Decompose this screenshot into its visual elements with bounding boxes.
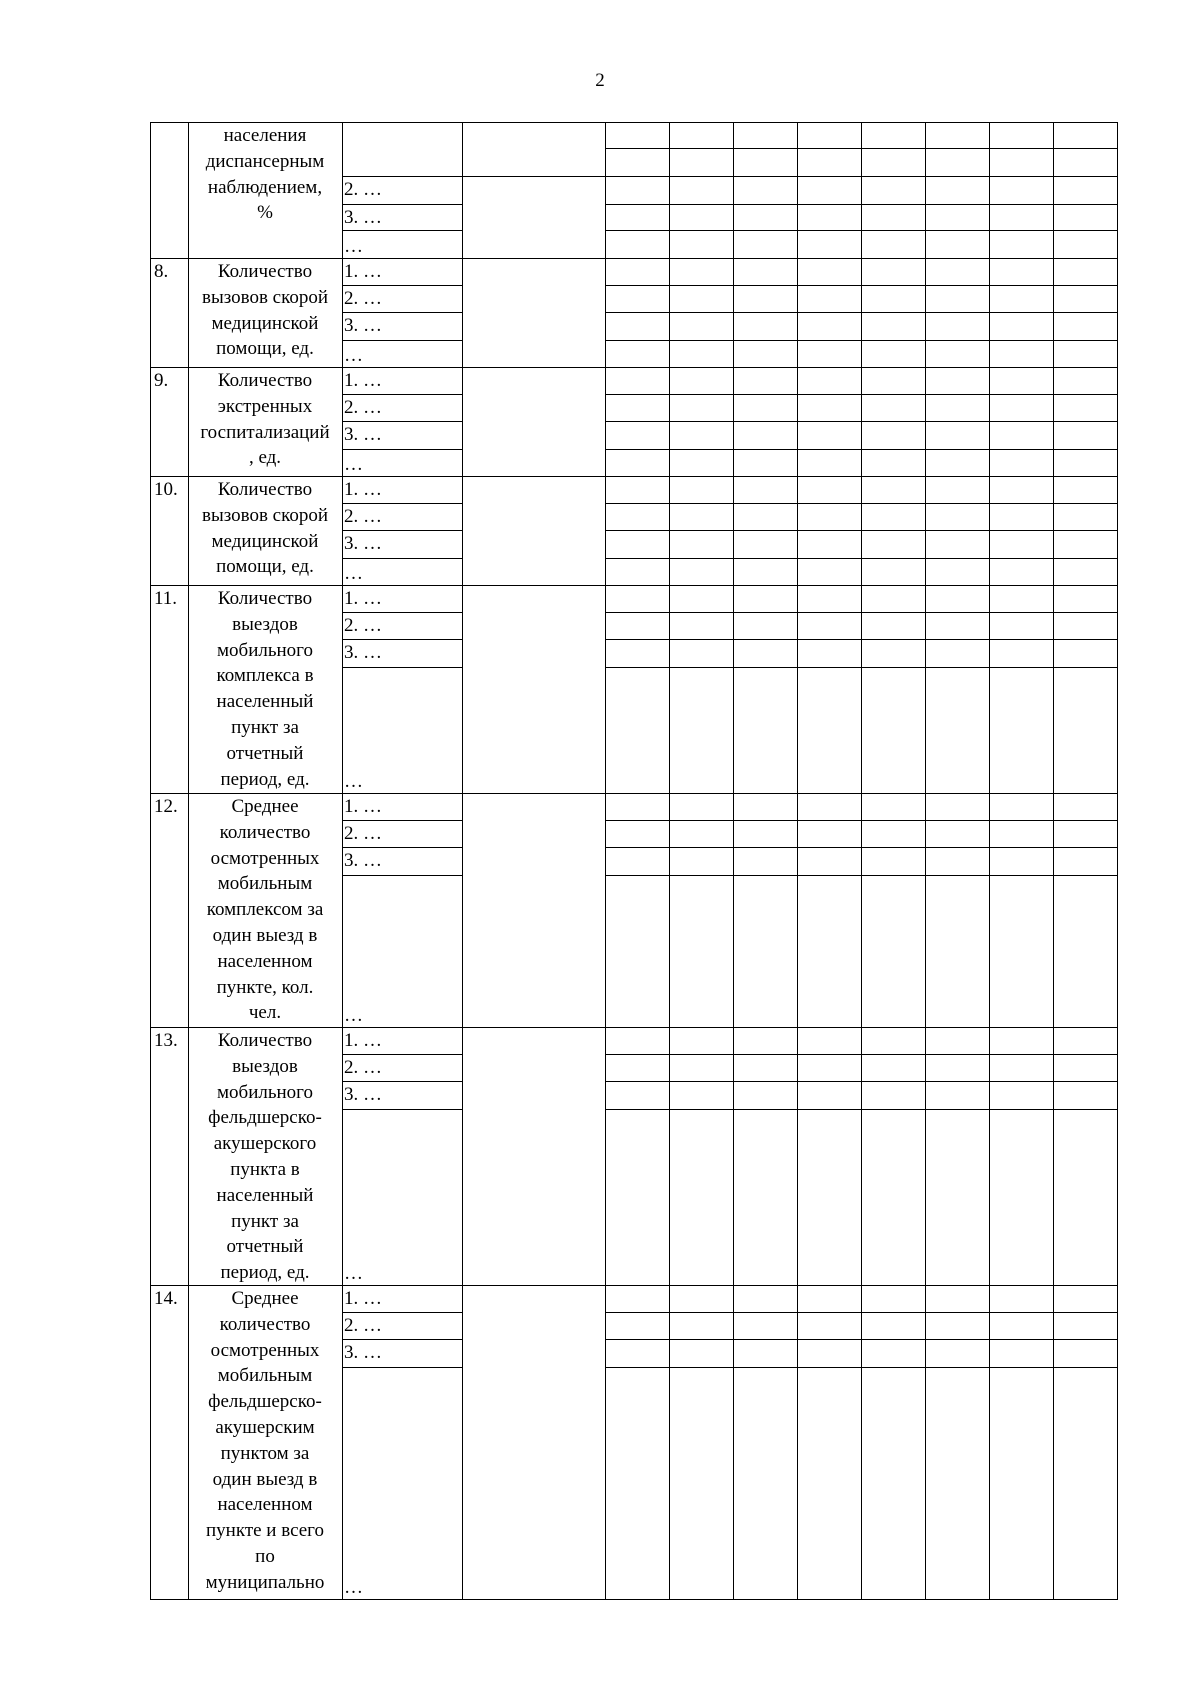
indicator-text: пункте и всего [206,1520,324,1542]
indicator-text: один выезд в [212,925,318,946]
value-row-divider [605,148,1117,149]
indicator-text: Количество [217,370,313,391]
column-rule-10 [989,122,990,1599]
row-number: 8. [154,261,169,282]
item-text: … [344,1005,363,1027]
item-text: 2. … [344,823,382,844]
indicator-text: пункта в [230,1159,300,1180]
indicator-text: комплекса в [216,665,314,687]
item-text: 2. … [344,288,382,309]
column-rule-6 [733,122,734,1599]
item-text: 3. … [344,850,382,871]
indicator-text: пункт за [231,1210,299,1232]
row-number: 9. [154,370,169,391]
indicator-text: Количество [217,1030,313,1051]
column-rule-3 [462,122,463,1599]
item-text: 3. … [344,1342,382,1363]
value-row-divider [605,312,1117,313]
indicator-text: % [257,202,273,224]
indicator-text: отчетный [226,742,304,764]
column-rule-5 [669,122,670,1599]
item-text: 1. … [344,796,382,817]
column-rule-0 [150,122,151,1599]
value-row-divider [605,503,1117,504]
indicator-text: фельдшерско- [208,1391,322,1413]
indicator-text: осмотренных [210,1339,320,1361]
indicator-text: Количество [217,479,313,500]
indicator-text: фельдшерско- [208,1107,322,1129]
value-row-divider [605,639,1117,640]
indicator-text: Количество [217,261,313,282]
value-row-divider [605,1367,1117,1368]
item-text: 2. … [344,506,382,527]
indicator-text: медицинской [211,312,319,334]
indicator-text: один выезд в [212,1468,318,1490]
item-text: 3. … [344,642,382,663]
column-rule-9 [925,122,926,1599]
item-text: 1. … [344,1030,382,1051]
item-text: 3. … [344,1084,382,1105]
value-row-divider [605,612,1117,613]
indicator-text: вызовов скорой [201,286,329,308]
item-text: 1. … [344,588,382,609]
indicator-text: чел. [248,1002,282,1024]
indicator-text: , ед. [248,447,282,469]
item-text: 2. … [344,179,382,200]
value-row-divider [605,1054,1117,1055]
item-row-divider [342,1367,462,1368]
column-rule-7 [797,122,798,1599]
table-bottom-border [150,1599,1118,1600]
item-text: 3. … [344,533,382,554]
item-row-divider [342,449,462,450]
row-number: 11. [154,588,178,609]
indicator-text: выездов [232,1055,298,1077]
indicator-text: помощи, ед. [216,338,314,360]
item-text: … [344,563,363,585]
indicator-text: количество [219,1313,311,1335]
item-text: 3. … [344,315,382,336]
item-text: 2. … [344,615,382,636]
item-text: 3. … [344,424,382,445]
indicator-text: населения [223,125,307,146]
value-row-divider [605,1339,1117,1340]
item-text: … [344,1577,363,1599]
value-row-divider [605,667,1117,668]
row-number: 13. [154,1030,178,1051]
value-row-divider [605,847,1117,848]
item-row-divider [342,1109,462,1110]
indicator-text: мобильного [217,1081,313,1103]
indicator-text: мобильным [217,873,313,895]
page-number: 2 [595,70,605,91]
indicator-text: комплексом за [206,899,324,921]
value-row-divider [605,340,1117,341]
indicator-text: Среднее [231,796,299,817]
indicator-text: мобильным [217,1365,313,1387]
value-row-divider [605,449,1117,450]
item-text: 2. … [344,1057,382,1078]
indicator-text: госпитализаций [200,421,330,443]
value-row-divider [605,176,1117,177]
indicator-text: пункте, кол. [216,976,314,998]
row-number: 10. [154,479,178,500]
value-row-divider [605,1109,1117,1110]
item-text: 3. … [344,207,382,228]
indicator-text: Среднее [231,1288,299,1309]
item-text: 2. … [344,1315,382,1336]
indicator-text: населенном [217,950,313,972]
row-number: 12. [154,796,178,817]
indicator-text: вызовов скорой [201,504,329,526]
indicator-text: помощи, ед. [216,556,314,578]
indicator-text: период, ед. [220,1262,310,1284]
item-text: 2. … [344,397,382,418]
indicator-text: пунктом за [220,1442,310,1464]
indicator-text: по [255,1546,275,1567]
value-row-divider [605,558,1117,559]
indicator-text: Количество [217,588,313,609]
item-text: … [344,236,363,258]
indicator-text: населенном [217,1494,313,1516]
indicator-text: пункт за [231,717,299,738]
value-row-divider [605,1312,1117,1313]
value-row-divider [605,204,1117,205]
value-row-divider [605,394,1117,395]
item-text: … [344,771,363,793]
item-text: 1. … [344,1288,382,1309]
column-rule-8 [861,122,862,1599]
indicator-text: мобильного [217,639,313,661]
column-rule-11 [1053,122,1054,1599]
item-text: 1. … [344,261,382,282]
value-row-divider [605,530,1117,531]
value-row-divider [605,875,1117,876]
item-row-divider [342,667,462,668]
item-row-divider [462,176,605,177]
value-row-divider [605,285,1117,286]
value-row-divider [605,1081,1117,1082]
indicator-text: населенный [216,1184,314,1206]
column-rule-4 [605,122,606,1599]
item-text: … [344,1263,363,1285]
indicator-text: диспансерным [205,150,325,172]
value-row-divider [605,421,1117,422]
indicator-text: осмотренных [210,847,320,869]
item-text: … [344,454,363,476]
item-text: 1. … [344,479,382,500]
value-row-divider [605,230,1117,231]
item-row-divider [342,875,462,876]
column-rule-12 [1117,122,1118,1599]
item-text: … [344,345,363,367]
value-row-divider [605,820,1117,821]
indicator-text: наблюдением, [207,176,323,198]
indicator-text: акушерским [215,1417,315,1438]
indicator-text: экстренных [217,395,313,417]
indicator-text: населенный [216,691,314,713]
item-row-divider [342,558,462,559]
indicator-text: акушерского [213,1133,317,1155]
indicator-text: период, ед. [220,768,310,790]
item-text: 1. … [344,370,382,391]
row-number: 14. [154,1288,178,1309]
indicator-text: количество [219,821,311,843]
indicator-text: выездов [232,613,298,635]
indicator-text: отчетный [226,1236,304,1258]
indicator-text: медицинской [211,530,319,552]
item-row-divider [342,340,462,341]
indicator-text: муниципально [205,1571,325,1593]
